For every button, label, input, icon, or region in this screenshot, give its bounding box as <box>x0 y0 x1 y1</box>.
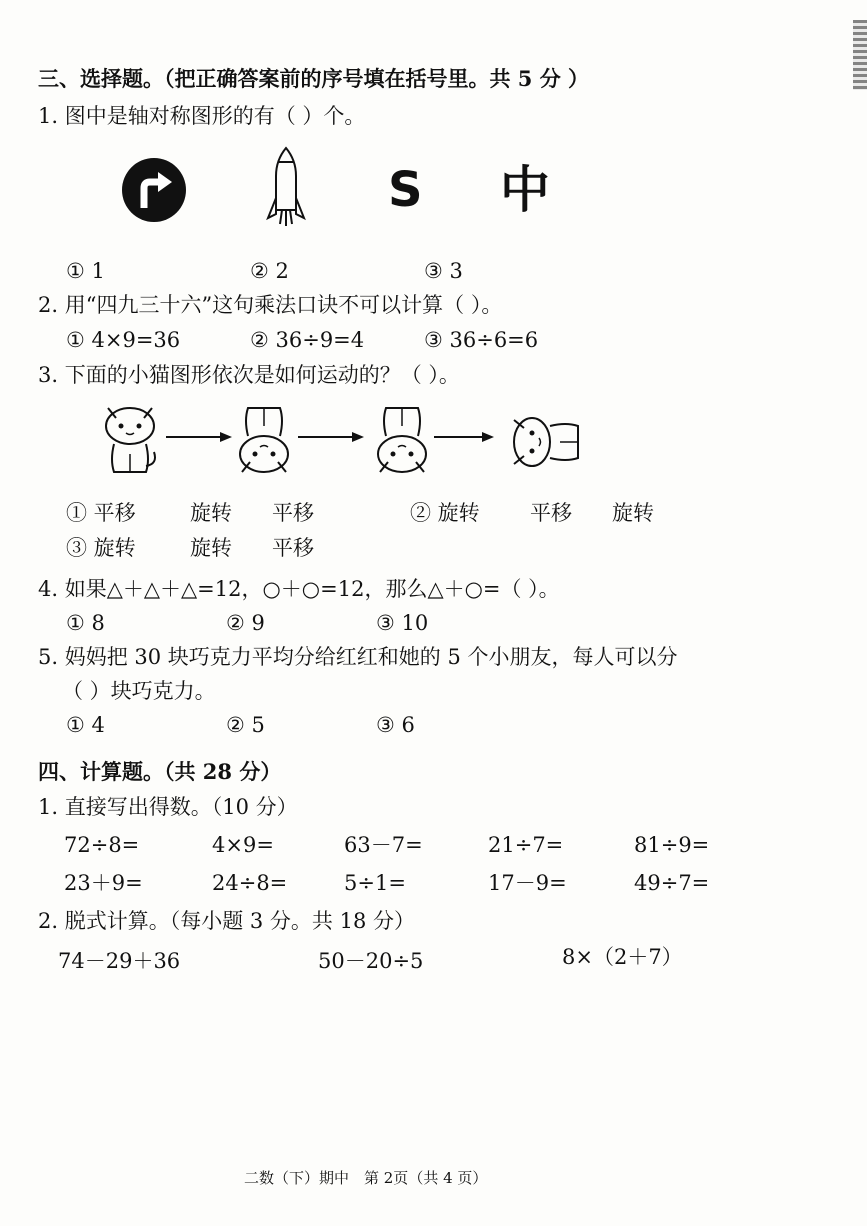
q1-option-2: ② 2 <box>250 259 289 283</box>
q1-option-3: ③ 3 <box>424 259 463 283</box>
step-calc-item: 8×（2＋7） <box>562 945 683 969</box>
q5-text: 5. 妈妈把 30 块巧克力平均分给红红和她的 5 个小朋友，每人可以分 <box>38 645 678 669</box>
arrow-right-icon <box>166 430 232 444</box>
q3-option-2-label: ② 旋转 <box>410 501 480 525</box>
q3-option-2-step-2: 平移 <box>530 501 572 525</box>
page-footer: 二数（下）期中 第 2页（共 4 页） <box>244 1169 488 1187</box>
q3-option-3-label: ③ 旋转 <box>66 536 136 560</box>
step-calc-item: 74－29＋36 <box>58 949 181 973</box>
zhong-character-figure: 中 <box>500 161 550 219</box>
q4-option-1: ① 8 <box>66 611 105 635</box>
q1-option-1: ① 1 <box>66 259 105 283</box>
calc-item: 72÷8= <box>64 833 140 857</box>
letter-s-figure: S <box>388 162 423 218</box>
cat-upright-icon <box>100 400 160 476</box>
q3-text: 3. 下面的小猫图形依次是如何运动的？（ ）。 <box>38 363 460 387</box>
q4-text: 4. 如果△＋△＋△=12，○＋○=12，那么△＋○=（ ）。 <box>38 577 560 601</box>
q3-option-3-step-2: 旋转 <box>190 536 232 560</box>
arrow-right-icon <box>434 430 494 444</box>
cat-sideways-icon <box>502 404 582 468</box>
q3-option-1-label: ① 平移 <box>66 501 136 525</box>
q3-option-2-step-3: 旋转 <box>612 501 654 525</box>
calc-item: 63－7= <box>344 833 423 857</box>
turn-right-sign-icon <box>120 156 188 224</box>
calc-q2-text: 2. 脱式计算。（每小题 3 分。共 18 分） <box>38 909 415 933</box>
q4-option-2: ② 9 <box>226 611 265 635</box>
q3-option-1-step-2: 旋转 <box>190 501 232 525</box>
q5-option-1: ① 4 <box>66 713 105 737</box>
calc-item: 49÷7= <box>634 871 710 895</box>
cat-upside-down-icon <box>372 404 432 480</box>
q3-option-1-step-3: 平移 <box>272 501 314 525</box>
q2-option-3: ③ 36÷6=6 <box>424 328 539 352</box>
cat-upside-down-icon <box>234 404 294 480</box>
scan-edge-mark <box>853 20 867 90</box>
calc-item: 5÷1= <box>344 871 406 895</box>
q3-option-3-step-3: 平移 <box>272 536 314 560</box>
q5-option-2: ② 5 <box>226 713 265 737</box>
calc-item: 23＋9= <box>64 871 143 895</box>
q2-option-2: ② 36÷9=4 <box>250 328 365 352</box>
calc-q1-text: 1. 直接写出得数。（10 分） <box>38 795 298 819</box>
q5-option-3: ③ 6 <box>376 713 415 737</box>
step-calc-item: 50－20÷5 <box>318 949 424 973</box>
rocket-icon <box>266 146 306 228</box>
calc-item: 4×9= <box>212 833 274 857</box>
q2-option-1: ① 4×9=36 <box>66 328 181 352</box>
section-4-title: 四、计算题。（共 28 分） <box>38 759 282 784</box>
q2-text: 2. 用“四九三十六”这句乘法口诀不可以计算（ ）。 <box>38 293 503 317</box>
q5-text-continued: （ ）块巧克力。 <box>62 679 216 703</box>
calc-item: 24÷8= <box>212 871 288 895</box>
calc-item: 21÷7= <box>488 833 564 857</box>
calc-item: 81÷9= <box>634 833 710 857</box>
q4-option-3: ③ 10 <box>376 611 429 635</box>
arrow-right-icon <box>298 430 364 444</box>
calc-item: 17－9= <box>488 871 567 895</box>
section-3-title: 三、选择题。（把正确答案前的序号填在括号里。共 5 分 ） <box>38 66 590 91</box>
q1-text: 1. 图中是轴对称图形的有（ ）个。 <box>38 104 366 128</box>
